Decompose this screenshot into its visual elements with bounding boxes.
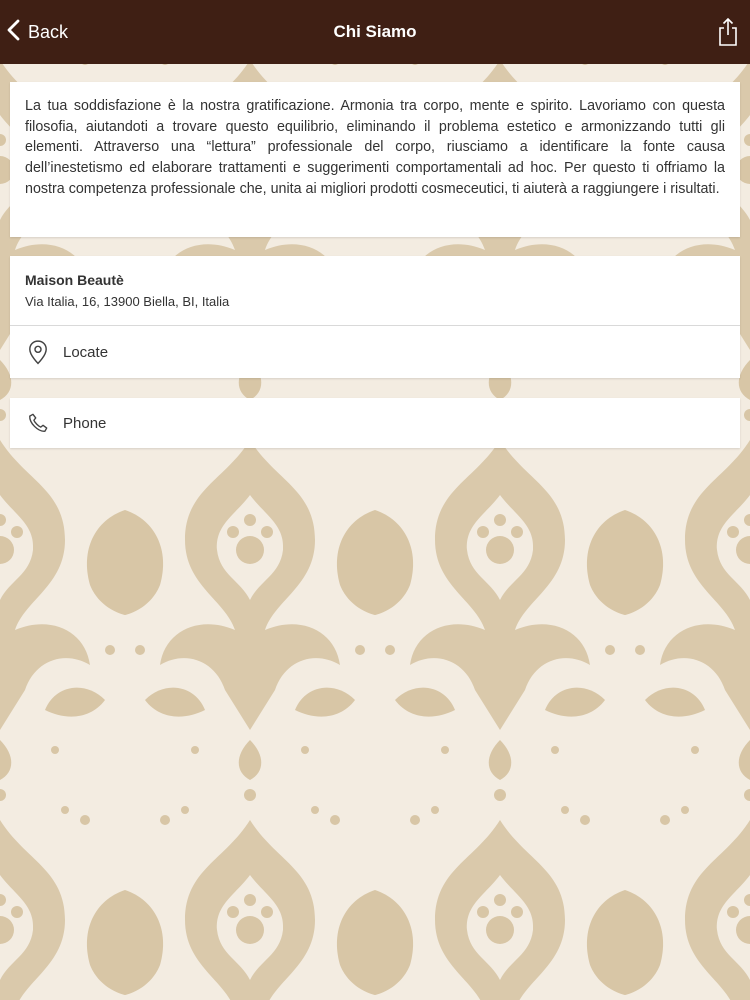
contact-card <box>10 256 740 378</box>
about-description: La tua soddisfazione è la nostra gratificazione. Armonia tra corpo, mente e spirito. Lavoriamo con questa filosofia, aiutandoti a trovare questo equilibrio, eliminando il problema estetico e armonizzando tutti gli elementi. Attraverso una “lettura” professionale del corpo, riusciamo a identificare la fonte causa dell’inestetismo ed elaborare trattamenti e suggerimenti comportamentali ad hoc. Per questo ti offriamo la nostra competenza professionale che, unita ai migliori prodotti cosmeceutici, ti aiuterà a raggiungere i risultati. <box>25 98 725 197</box>
phone-card <box>10 398 740 448</box>
share-icon <box>716 34 740 51</box>
locate-label: Locate <box>63 343 109 361</box>
business-name: Maison Beautè <box>25 272 124 288</box>
share-button[interactable] <box>716 17 740 47</box>
page-title: Chi Siamo <box>333 22 417 41</box>
navigation-bar <box>0 0 750 64</box>
phone-label: Phone <box>63 414 107 432</box>
back-label: Back <box>28 21 69 42</box>
about-card <box>10 82 740 237</box>
phone-icon <box>26 409 50 437</box>
locate-row[interactable] <box>10 326 740 378</box>
business-address: Via Italia, 16, 13900 Biella, BI, Italia <box>25 294 230 309</box>
back-button[interactable] <box>6 18 68 46</box>
map-pin-icon <box>26 338 50 366</box>
chevron-left-icon <box>6 19 22 46</box>
business-info <box>10 256 740 326</box>
phone-row[interactable] <box>10 398 740 448</box>
